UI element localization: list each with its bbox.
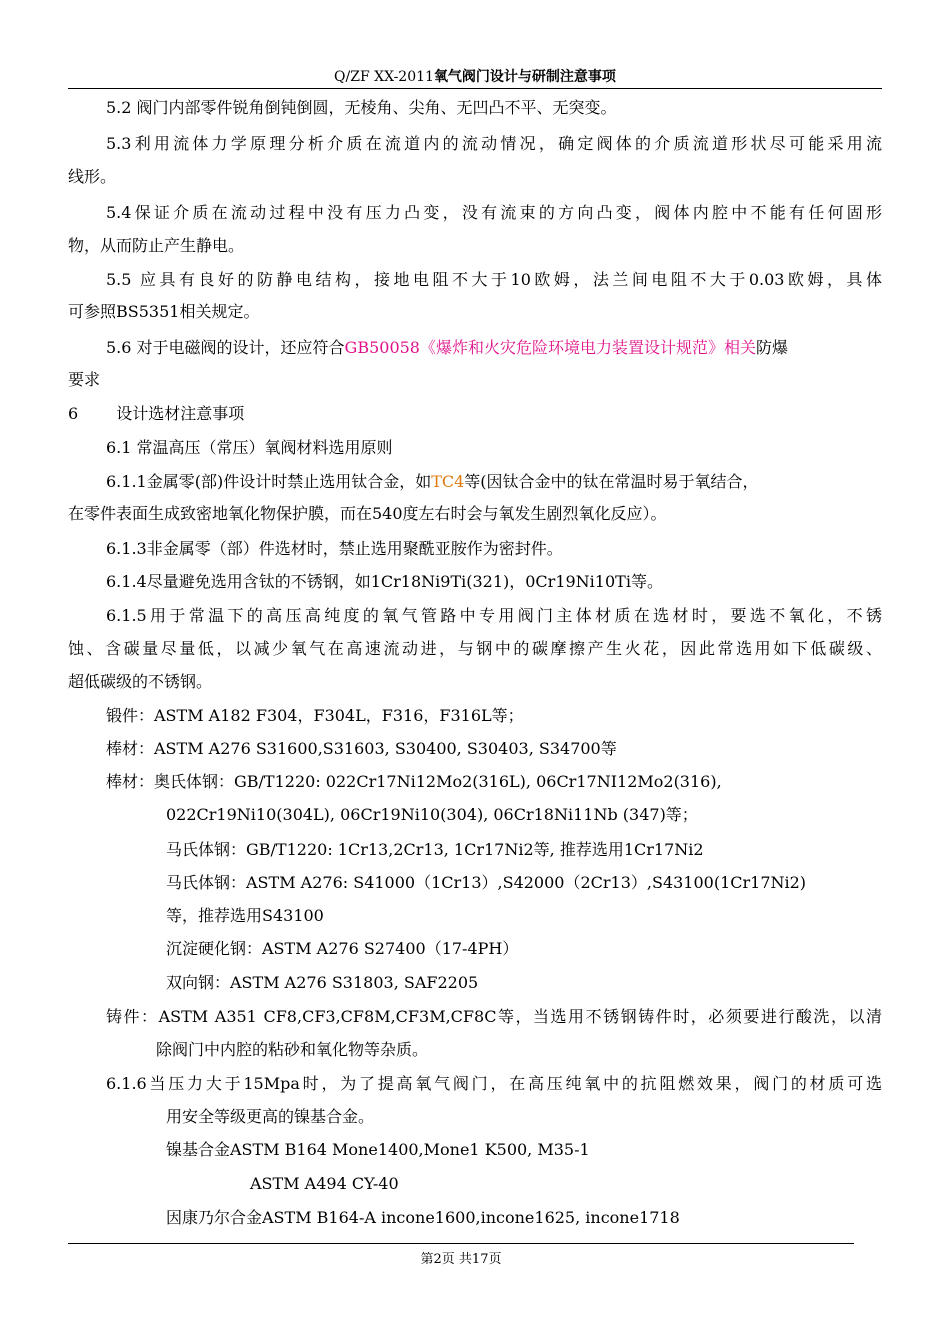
para-6-1-5-line1: 6.1.5用于常温下的高压高纯度的氧气管路中专用阀门主体材质在选材时，要选不氧化，不锈 — [106, 606, 882, 625]
para-6-1-3: 6.1.3非金属零（部）件选材时，禁止选用聚酰亚胺作为密封件。 — [106, 539, 563, 558]
duplex-steel: 双向钢：ASTM A276 S31803, SAF2205 — [166, 973, 479, 992]
para-6-1-6-line2: 用安全等级更高的镍基合金。 — [166, 1107, 375, 1126]
tc4-highlight: TC4 — [431, 472, 465, 491]
para-5-6-line1 — [106, 338, 788, 358]
para-5-5-line1: 5.5 应具有良好的防静电结构，接地电阻不大于10欧姆，法兰间电阻不大于0.03欧姆，具体 — [106, 270, 882, 289]
para-5-6-text: 5.6 对于电磁阀的设计，还应符合 — [106, 338, 345, 357]
para-5-5-line2: 可参照BS5351相关规定。 — [68, 302, 260, 321]
header-code: Q/ZF XX-2011 — [334, 69, 434, 85]
martensitic-gb: 马氏体钢：GB/T1220: 1Cr13,2Cr13, 1Cr17Ni2等, 推荐选用1Cr17Ni2 — [166, 840, 704, 859]
para-6-1-1-text: 6.1.1金属零(部)件设计时禁止选用钛合金，如 — [106, 472, 432, 491]
para-6-1-1-tail: 等(因钛合金中的钛在常温时易于氧结合， — [464, 472, 759, 491]
standard-reference-link[interactable]: GB50058《爆炸和火灾危险环境电力装置设计规范》相关 — [344, 338, 756, 357]
casting-line2: 除阀门中内腔的粘砂和氧化物等杂质。 — [156, 1040, 429, 1059]
casting-line1: 铸件：ASTM A351 CF8,CF3,CF8M,CF3M,CF8C等，当选用不锈钢铸件时，必须要进行酸洗，以清 — [106, 1007, 882, 1026]
para-6-1-6-line1: 6.1.6当压力大于15Mpa时，为了提高氧气阀门，在高压纯氧中的抗阻燃效果，阀门的材质可选 — [106, 1074, 882, 1093]
para-6-1-4: 6.1.4尽量避免选用含钛的不锈钢，如1Cr18Ni9Ti(321)，0Cr19Ni10Ti等。 — [106, 572, 663, 591]
header-title: 氧气阀门设计与研制注意事项 — [433, 69, 616, 85]
para-5-2: 5.2 阀门内部零件锐角倒钝倒圆，无棱角、尖角、无凹凸不平、无突变。 — [106, 98, 617, 117]
bar-materials-austenitic: 棒材：奥氏体钢：GB/T1220: 022Cr17Ni12Mo2(316L), 06Cr17NI12Mo2(316), — [106, 772, 722, 791]
section-6-title: 设计选材注意事项 — [116, 404, 245, 423]
inconel-alloy: 因康乃尔合金ASTM B164-A incone1600,incone1625, incone1718 — [166, 1208, 680, 1227]
para-5-3-line1: 5.3利用流体力学原理分析介质在流道内的流动情况，确定阀体的介质流道形状尽可能采用流 — [106, 134, 882, 153]
footer-rule — [68, 1243, 854, 1244]
martensitic-astm: 马氏体钢：ASTM A276: S41000（1Cr13）,S42000（2Cr13）,S43100(1Cr17Ni2) — [166, 873, 807, 892]
para-5-4-line1: 5.4保证介质在流动过程中没有压力凸变，没有流束的方向凸变，阀体内腔中不能有任何固形 — [106, 203, 882, 222]
para-6-1-1-line1 — [106, 472, 759, 492]
para-6-1-1-line2: 在零件表面生成致密地氧化物保护膜，而在540度左右时会与氧发生剧烈氧化反应）。 — [68, 504, 667, 523]
nickel-alloy-cy40: ASTM A494 CY-40 — [250, 1174, 399, 1193]
para-6-1-5-line3: 超低碳级的不锈钢。 — [68, 672, 213, 691]
header-rule — [68, 88, 882, 89]
para-5-4-line2: 物，从而防止产生静电。 — [68, 236, 245, 255]
bar-materials-astm: 棒材：ASTM A276 S31600,S31603, S30400, S30403, S34700等 — [106, 739, 617, 758]
para-5-6-line2: 要求 — [68, 370, 101, 389]
page-number: 第2页 共17页 — [420, 1252, 502, 1267]
martensitic-astm-cont: 等，推荐选用S43100 — [166, 906, 324, 925]
page-header — [68, 66, 882, 86]
bar-materials-austenitic-cont: 022Cr19Ni10(304L), 06Cr19Ni10(304), 06Cr18Ni11Nb (347)等； — [166, 805, 698, 824]
para-5-3-line2: 线形。 — [68, 167, 117, 186]
para-6-1-5-line2: 蚀、含碳量尽量低，以减少氧气在高速流动进，与钢中的碳摩擦产生火花，因此常选用如下低碳级、 — [68, 639, 882, 658]
para-5-6-tail: 防爆 — [756, 338, 789, 357]
section-6-number: 6 — [68, 404, 79, 423]
nickel-alloy-monel: 镍基合金ASTM B164 Mone1400,Mone1 K500, M35-1 — [166, 1140, 590, 1159]
forging-materials: 锻件：ASTM A182 F304，F304L，F316，F316L等； — [106, 706, 524, 725]
precipitation-hardening: 沉淀硬化钢：ASTM A276 S27400（17-4PH） — [166, 939, 519, 958]
section-6-heading — [68, 404, 244, 424]
subsection-6-1: 6.1 常温高压（常压）氧阀材料选用原则 — [106, 438, 393, 457]
